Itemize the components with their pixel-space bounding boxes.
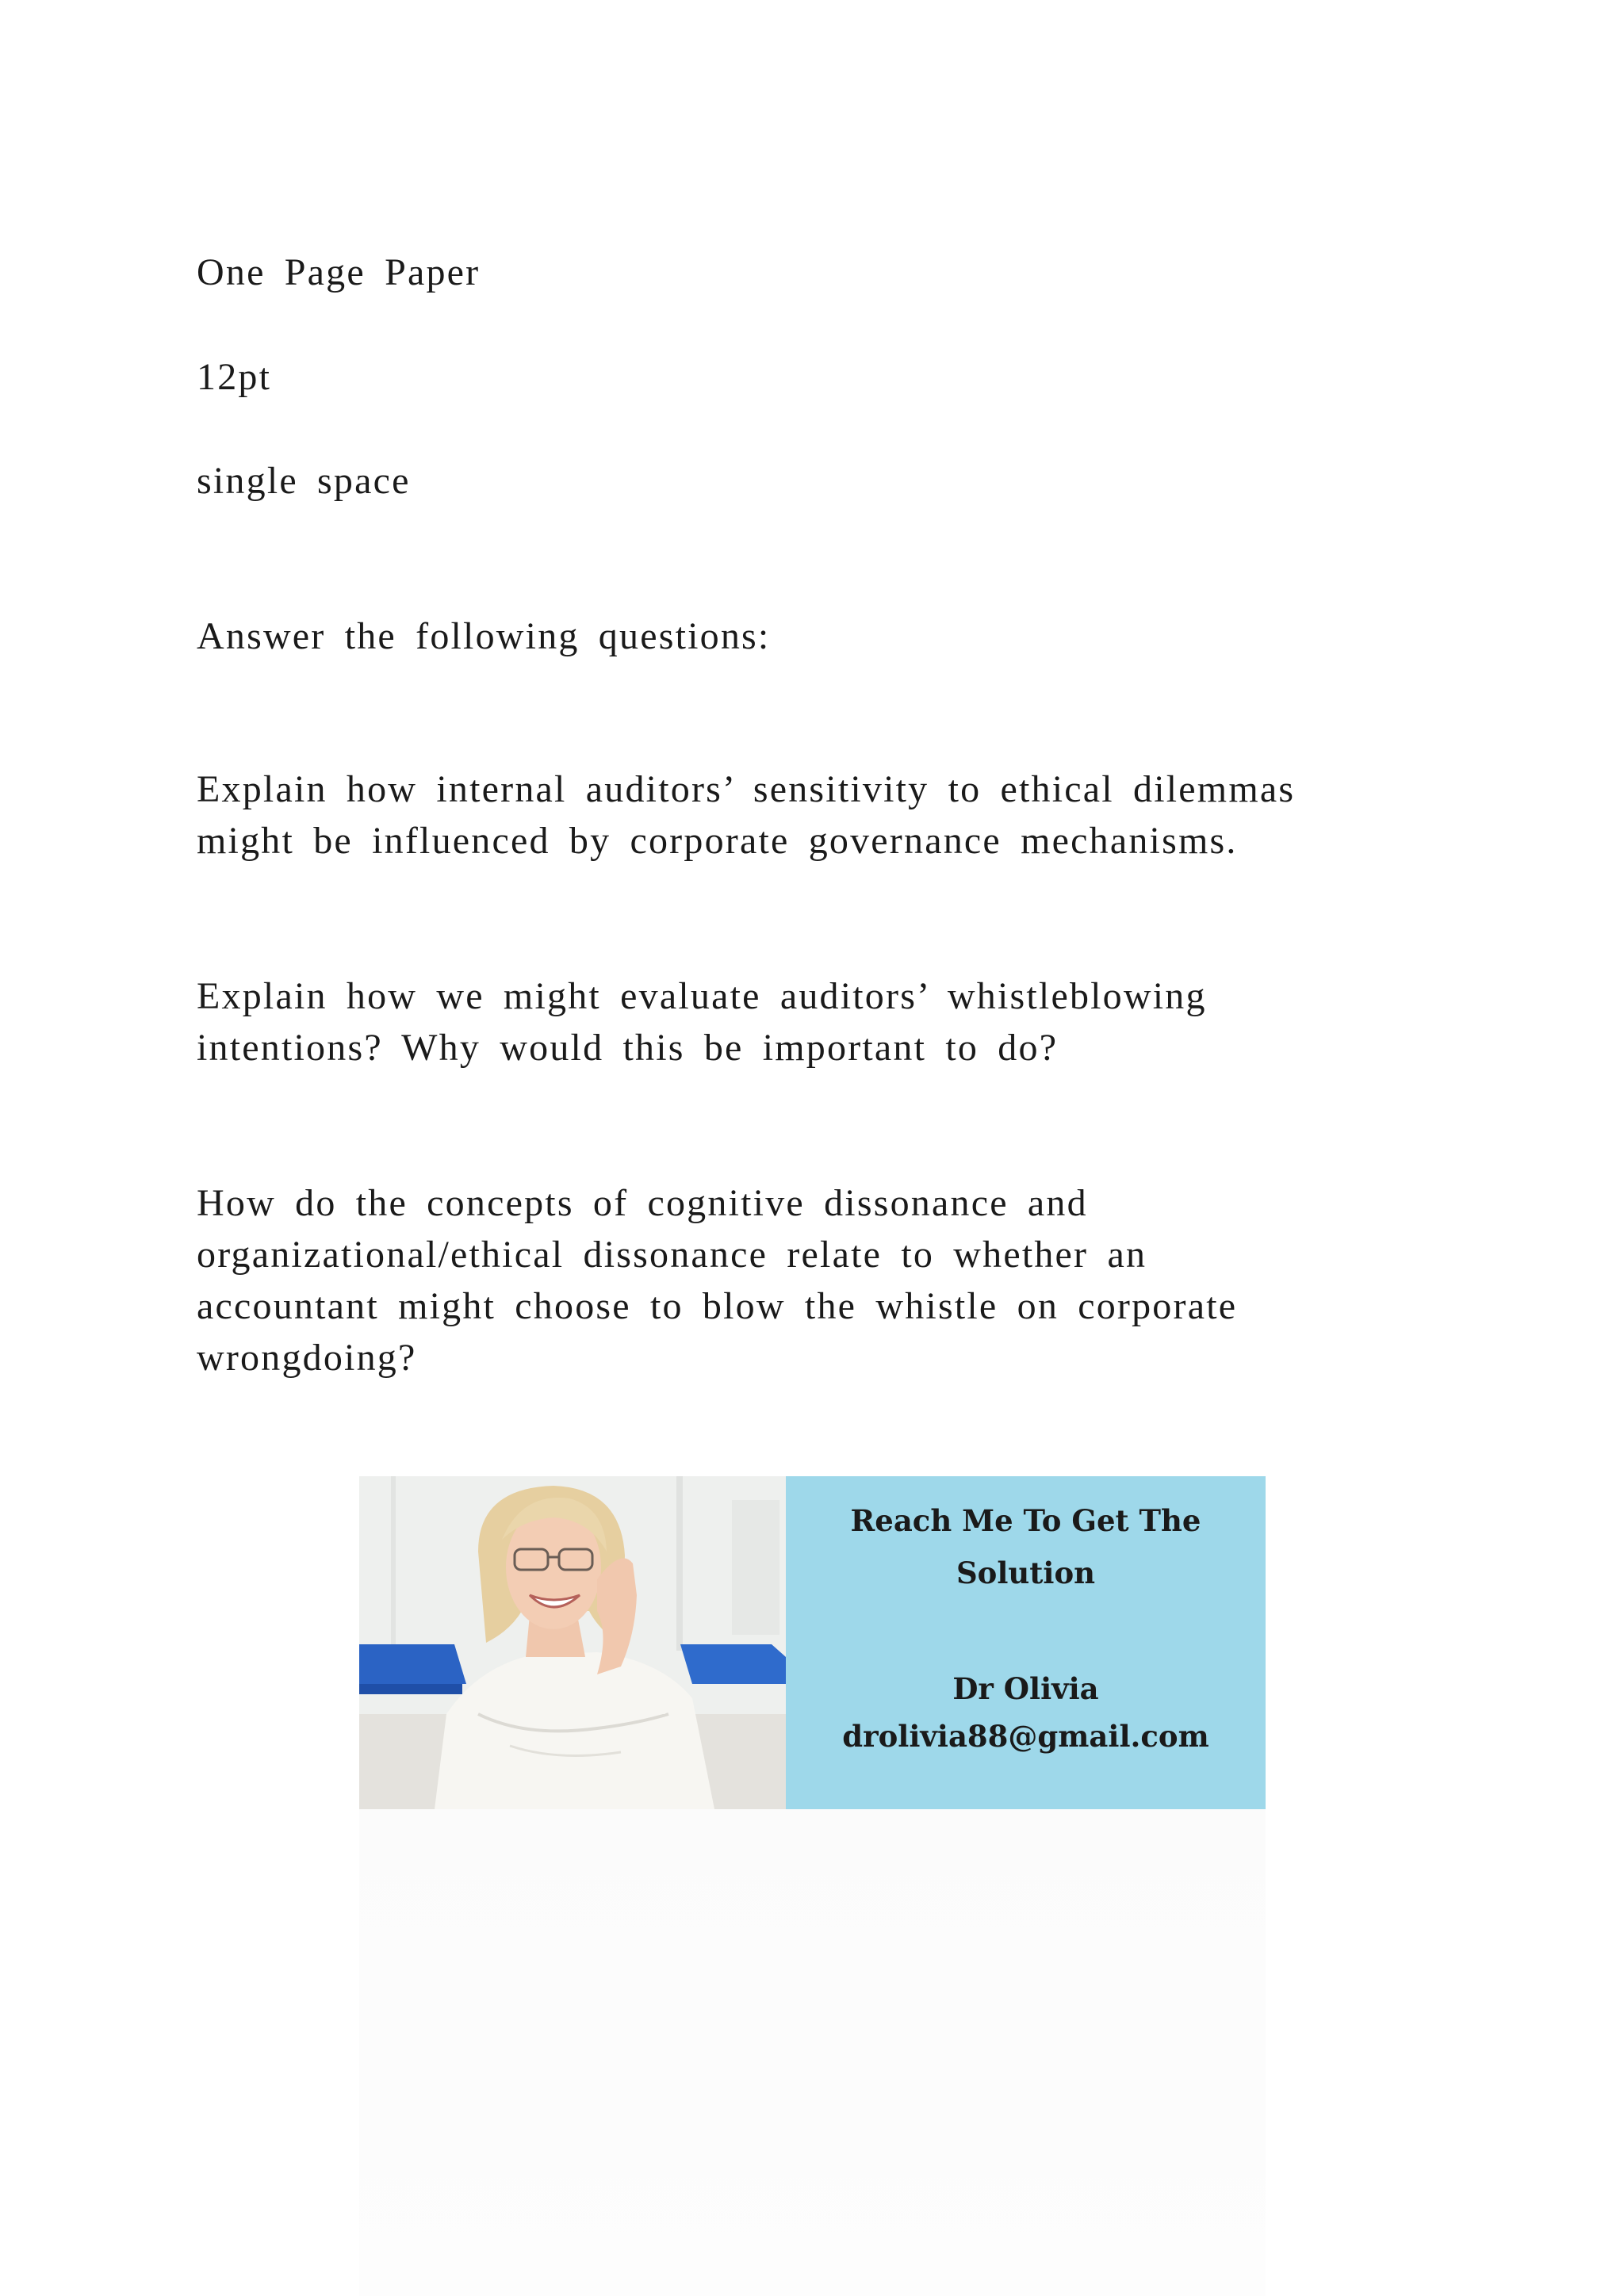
portrait-illustration: [359, 1476, 786, 1809]
question-1: [197, 763, 1295, 867]
question-1-line-2: might be influenced by corporate governance mechanisms.: [197, 820, 1238, 862]
question-3-line-4: wrongdoing?: [197, 1337, 417, 1379]
spacing-note: single space: [197, 460, 411, 502]
question-2-line-2: intentions? Why would this be important to do?: [197, 1027, 1059, 1069]
font-size-note: 12pt: [197, 356, 272, 398]
woman-photo: [359, 1476, 786, 1809]
blank-image-area: [359, 1809, 1266, 2296]
question-3-line-1: How do the concepts of cognitive dissonance and: [197, 1182, 1088, 1224]
question-3-line-3: accountant might choose to blow the whistle on corporate: [197, 1285, 1238, 1327]
contact-info-panel: [786, 1476, 1266, 1809]
reach-me-line: Reach Me To Get The: [850, 1503, 1201, 1538]
question-2-line-1: Explain how we might evaluate auditors’ whistleblowing: [197, 975, 1207, 1017]
question-3-line-2: organizational/ethical dissonance relate to whether an: [197, 1234, 1147, 1276]
paper-title: One Page Paper: [197, 251, 481, 293]
contact-name: Dr Olivia: [952, 1671, 1099, 1706]
question-2: [197, 970, 1207, 1073]
solution-line: Solution: [956, 1556, 1096, 1590]
question-3: [197, 1177, 1237, 1383]
contact-banner: [359, 1476, 1266, 1809]
instruction-text: Answer the following questions:: [197, 615, 771, 657]
contact-email: drolivia88@gmail.com: [842, 1719, 1209, 1754]
question-1-line-1: Explain how internal auditors’ sensitivity to ethical dilemmas: [197, 768, 1296, 810]
